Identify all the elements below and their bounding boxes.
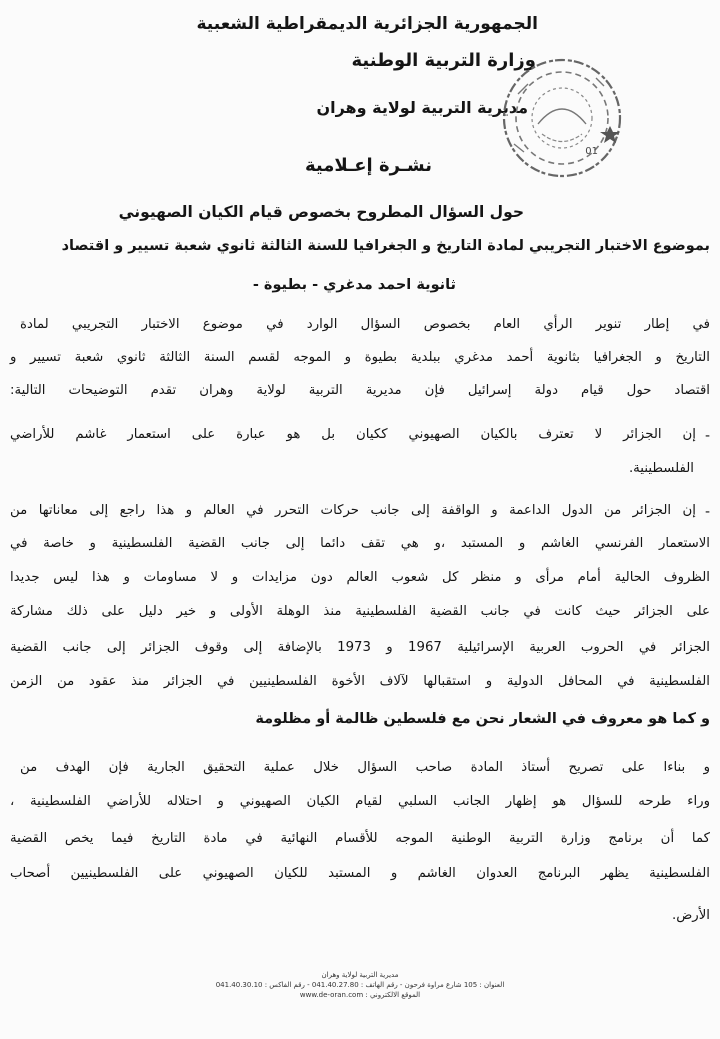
body-line: الظروف الحالية أمام مرأى و منظر كل شعوب العالم دون مزايدات و لا مساومات و هذا ليس جديدا (10, 570, 710, 585)
body-line: اقتصاد حول قيام دولة إسرائيل فإن مديرية التربية لولاية وهران تقدم التوضيحات التالية: (10, 383, 710, 398)
slogan-line: و كما هو معروف في الشعار نحن مع فلسطين ظالمة أو مظلومة (255, 711, 710, 727)
ministry-heading: وزارة التربية الوطنية (351, 50, 536, 71)
body-line: كما أن برنامج وزارة التربية الوطنية الموجه للأقسام النهائية في مادة التاريخ فيما يخص القضية (10, 831, 710, 846)
footer-line-1: مديرية التربية لولاية وهران (321, 971, 399, 979)
official-seal-icon (498, 54, 626, 182)
svg-text:01: 01 (585, 146, 598, 157)
body-line: الفلسطينية في المحافل الدولية و استقبالها لآلاف الأخوة الفلسطينيين في الجزائر منذ عقود من الزمن (10, 674, 710, 689)
body-line: الجزائر في الحروب العربية الإسرائيلية 1967 و 1973 بالإضافة إلى وقوف الجزائر إلى جانب القضية (10, 640, 710, 655)
body-line: الفلسطينية. (628, 461, 694, 476)
body-line: الاستعمار الفرنسي الغاشم و المستبد ،و هي تقف دائما إلى جانب القضية الفلسطينية و خاصة في (10, 536, 710, 551)
body-line: في إطار تنوير الرأي العام بخصوص السؤال الوارد في موضوع الاختبار التجريبي لمادة (20, 317, 710, 332)
body-line: الفلسطينية يظهر البرنامج العدوان الغاشم و المستبد للكيان الصهيوني على الفلسطينيين أصحاب (10, 866, 710, 881)
bullet-marker: - (704, 504, 710, 520)
subtitle-line-2: بموضوع الاختبار التجريبي لمادة التاريخ و الجغرافيا للسنة الثالثة ثانوي شعبة تسيير و اقتصاد (61, 238, 710, 254)
bullet-marker: - (704, 428, 710, 444)
body-line: وراء طرحه للسؤال هو إظهار الجانب السلبي لقيام الكيان الصهيوني و احتلاله للأراضي الفلسطينية ، (10, 794, 710, 809)
body-line: الأرض. (671, 908, 710, 923)
republic-heading: الجمهورية الجزائرية الديمقراطية الشعبية (196, 14, 538, 34)
subtitle-line-3: ثانوية احمد مدغري - بطيوة - (252, 277, 456, 293)
footer-line-3: الموقع الالكتروني : www.de-oran.com (299, 991, 421, 999)
subtitle-line-1: حول السؤال المطروح بخصوص قيام الكيان الصهيوني (118, 203, 524, 221)
body-line: إن الجزائر لا تعترف بالكيان الصهيوني ككيان بل هو عبارة على استعمار غاشم للأراضي (10, 427, 696, 442)
directorate-heading: مديرية التربية لولاية وهران (316, 98, 528, 117)
bulletin-title: نشـرة إعـلامية (304, 155, 432, 176)
body-line: إن الجزائر من الدول الداعمة و الواقفة إلى جانب حركات التحرر في العالم و هذا راجع إلى معاناتها من (10, 503, 696, 518)
footer-line-2: العنوان : 105 شارع مراوة فرحون - رقم الهاتف : 041.40.27.80 - رقم الفاكس : 041.40.30.10 (215, 981, 505, 989)
body-line: على الجزائر حيث كانت في جانب القضية الفلسطينية منذ الوهلة الأولى و خير دليل على ذلك مشاركة (10, 604, 710, 619)
footer-contact (210, 970, 510, 1000)
body-line: التاريخ و الجغرافيا بثانوية أحمد مدغري ببلدية بطيوة و الموجه لقسم السنة الثالثة ثانوي شعبة تسيير و (10, 350, 710, 365)
body-line: و بناءا على تصريح أستاذ المادة صاحب السؤال خلال عملية التحقيق الجارية فإن الهدف من (20, 760, 710, 775)
